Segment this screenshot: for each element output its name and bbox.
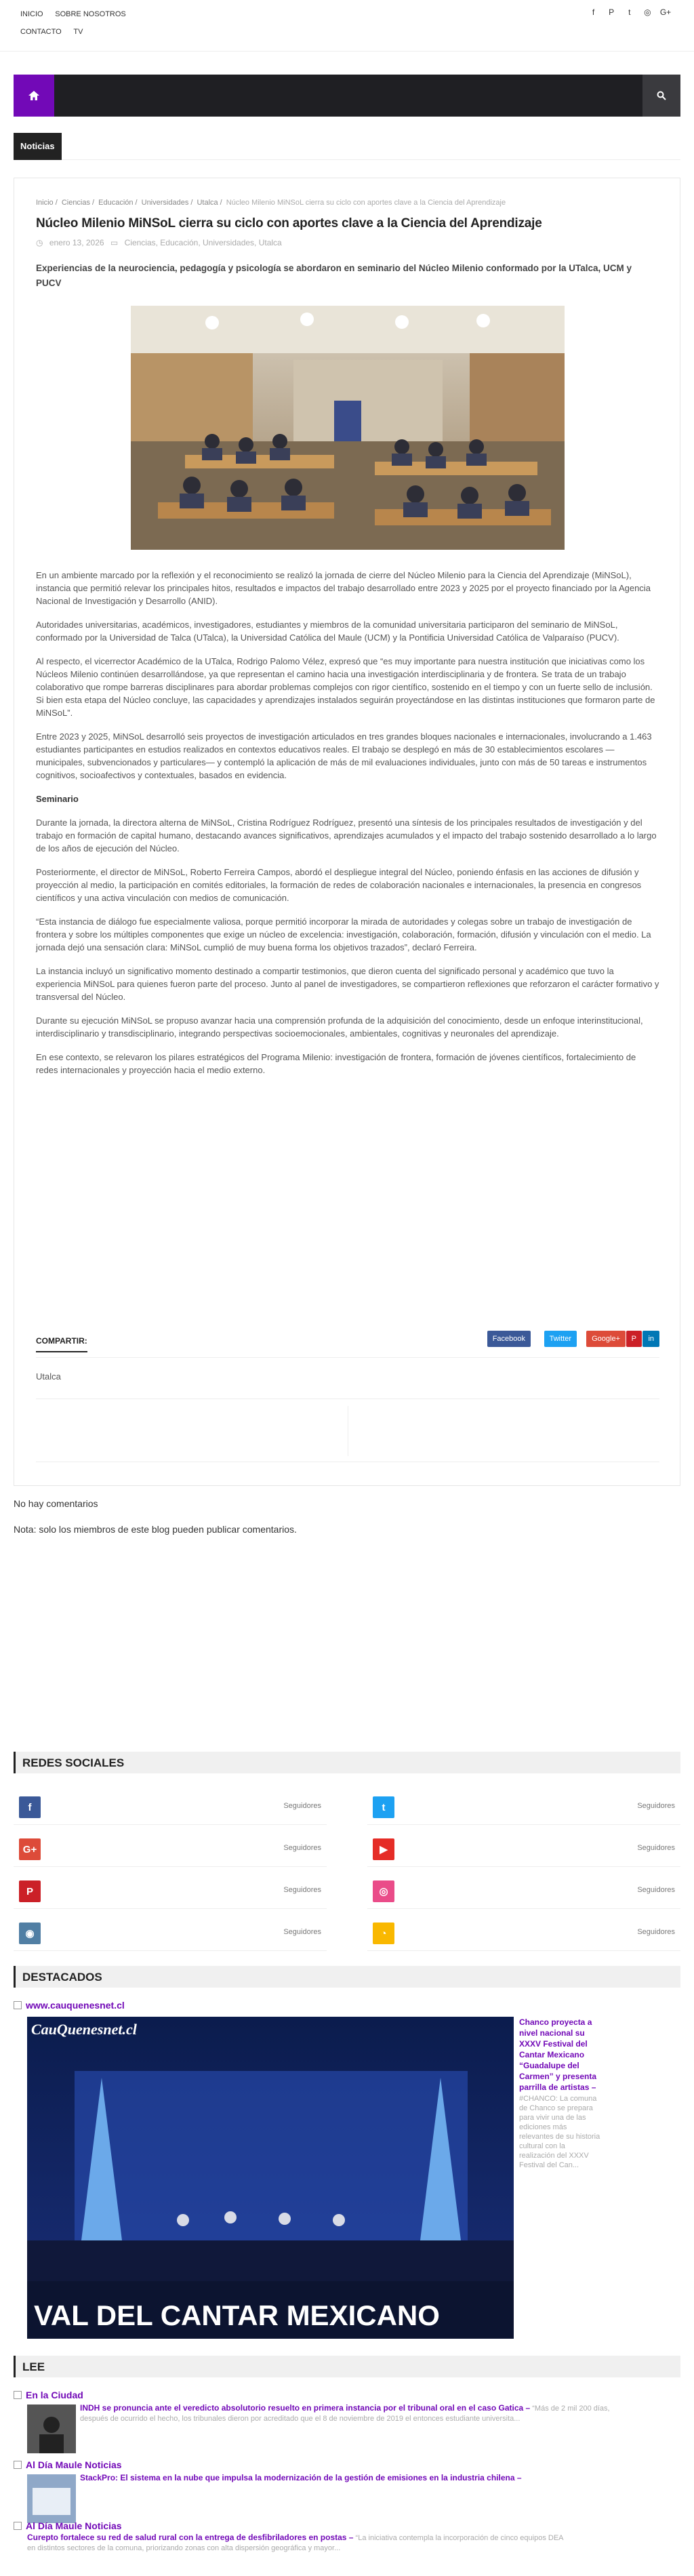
dribbble-icon: ◎ (373, 1880, 394, 1902)
rss-icon: ◔ (373, 1923, 394, 1944)
social-row-dribbble[interactable] (367, 1874, 680, 1909)
festival-photo (27, 2017, 514, 2339)
destacados-title: DESTACADOS (22, 1971, 102, 1984)
paragraph-6: Posteriormente, el director de MiNSoL, Roberto Ferreira Campos, abordó el despliegue integral del Núcleo, poniendo énfasis en las acciones de difusión y proyección al medio, la participación en comités editoriales, la formación de redes de colaboración nacionales e internacionales, la presencia en congresos científicos y una activa vinculación con medios de comunicación. (36, 867, 642, 903)
lee-title-1[interactable]: INDH se pronuncia ante el veredicto absolutorio resuelto en primera instancia por el tribunal oral en el caso Gatica – (80, 2403, 531, 2413)
social-row-youtube[interactable] (367, 1832, 680, 1867)
social-row-instagram[interactable] (14, 1916, 327, 1951)
seminar-photo (131, 306, 565, 550)
checkbox-icon (14, 2461, 22, 2469)
top-social-icons (585, 7, 673, 17)
lee-item-1 (14, 2390, 680, 2423)
breadcrumb-utalca[interactable]: Utalca (197, 199, 218, 207)
lee-item-3 (14, 2520, 680, 2552)
nav-contacto[interactable]: CONTACTO (20, 28, 62, 36)
home-icon (28, 90, 40, 101)
checkbox-icon (14, 2522, 22, 2530)
nav-tv[interactable]: TV (73, 28, 83, 36)
instagram-icon: ◉ (19, 1923, 41, 1944)
featured-snippet: #CHANCO: La comuna de Chanco se prepara para vivir una de las ediciones más relevantes de su historia cultural con la realización del XXXV Festival del Can... (519, 2095, 600, 2169)
followers-label: Seguidores (637, 1844, 675, 1852)
paragraph-9: Durante su ejecución MiNSoL se propuso avanzar hacia una comprensión profunda de la adquisición del conocimiento, desde un enfoque interinstitucional, interdisciplinario y transdisciplinario, integrando perspectivas socioemocionales, ambientales, cognitivas y neuronales del aprendizaje. (36, 1015, 643, 1039)
share-facebook-button[interactable]: Facebook (487, 1331, 531, 1347)
paragraph-2: Autoridades universitarias, académicos, investigadores, estudiantes y miembros de la comunidad universitaria participaron del seminario de MiNSoL, conformado por la Universidad de Talca (UTalca), la Universidad Católica del Maule (UCM) y la Pontificia Universidad Católica de Valparaíso (PUCV). (36, 620, 619, 643)
lee-text-2 (80, 2473, 622, 2484)
destacados-header (14, 1966, 680, 1988)
share-google-plus-button[interactable]: Google+ (586, 1331, 626, 1347)
social-row-twitter[interactable] (367, 1790, 680, 1825)
checkbox-icon (14, 2001, 22, 2009)
festival-banner-text: VAL DEL CANTAR MEXICANO (34, 2299, 440, 2331)
redes-sociales-header (14, 1752, 680, 1773)
home-button[interactable] (14, 75, 54, 117)
clock-icon: ◷ (36, 238, 43, 247)
destacados-source-label: www.cauquenesnet.cl (26, 2000, 125, 2011)
share-linkedin-button[interactable]: in (642, 1331, 659, 1347)
lee-thumb-image (27, 2404, 76, 2453)
lee-source-2[interactable] (14, 2459, 680, 2470)
pinterest-icon[interactable]: P (609, 7, 615, 17)
breadcrumb-universidades[interactable]: Universidades (141, 199, 189, 207)
breadcrumb-inicio[interactable]: Inicio (36, 199, 54, 207)
google-plus-icon[interactable]: G+ (659, 7, 672, 17)
post-title: Núcleo Milenio MiNSoL cierra su ciclo con aportes clave a la Ciencia del Aprendizaje (36, 216, 542, 230)
lee-source-1[interactable] (14, 2390, 680, 2400)
breadcrumb: Inicio / Ciencias / Educación / Universidades / Utalca / Núcleo Milenio MiNSoL cierra su ciclo con aportes clave a la Ciencia del Aprendizaje (36, 199, 506, 207)
paragraph-10: En ese contexto, se relevaron los pilares estratégicos del Programa Milenio: investigación de frontera, formación de jóvenes científicos, fortalecimiento de redes internacionales y proyección hacia el medio externo. (36, 1052, 636, 1075)
nav-inicio[interactable]: INICIO (20, 10, 43, 18)
facebook-icon: f (19, 1796, 41, 1818)
followers-label: Seguidores (283, 1886, 321, 1894)
ticker-label: Noticias (14, 133, 62, 160)
breadcrumb-ciencias[interactable]: Ciencias (61, 199, 90, 207)
lee-snippet-3: “La iniciativa contempla la incorporación de cinco equipos DEA en distintos sectores de la comuna, priorizando zonas con alta dispersión geográfica y mayor... (27, 2534, 563, 2552)
paragraph-8: La instancia incluyó un significativo momento destinado a compartir testimonios, que dieron cuenta del significado personal y académico que tuvo la experiencia MiNSoL para quienes fueron parte del proceso. Junto al panel de investigadores, se compartieron reflexiones que reforzaron el carácter formativo y transversal del Núcleo. (36, 966, 659, 1002)
lee-source-label: Al Día Maule Noticias (26, 2459, 122, 2470)
nav-sobre-nosotros[interactable]: SOBRE NOSOTROS (55, 10, 126, 18)
redes-sociales-title: REDES SOCIALES (22, 1756, 125, 1769)
youtube-icon: ▶ (373, 1838, 394, 1860)
top-navigation (0, 0, 694, 52)
lee-header (14, 2356, 680, 2377)
lee-thumb-2[interactable] (27, 2474, 76, 2523)
share-pinterest-button[interactable]: P (626, 1331, 642, 1347)
social-row-google-plus[interactable] (14, 1832, 327, 1867)
checkbox-icon (14, 2391, 22, 2399)
watermark-text: CauQuenesnet.cl (31, 2021, 137, 2038)
news-ticker (14, 133, 680, 160)
main-menu-bar (14, 75, 680, 117)
top-links (20, 5, 427, 41)
post-content (36, 569, 659, 1076)
lee-thumb-1[interactable] (27, 2404, 76, 2453)
lee-source-3[interactable] (14, 2520, 680, 2531)
post-date: enero 13, 2026 (49, 238, 104, 247)
share-twitter-button[interactable]: Twitter (544, 1331, 577, 1347)
search-button[interactable] (642, 75, 680, 117)
followers-label: Seguidores (637, 1802, 675, 1810)
followers-label: Seguidores (637, 1928, 675, 1936)
lee-item-2 (14, 2459, 680, 2482)
featured-side-panel (519, 2017, 600, 2170)
lee-text-1 (80, 2403, 622, 2424)
facebook-icon[interactable]: f (592, 7, 595, 17)
share-label: COMPARTIR: (36, 1336, 87, 1352)
post-body (36, 197, 659, 1087)
paragraph-5: Durante la jornada, la directora alterna de MiNSoL, Cristina Rodríguez Rodríguez, presentó una síntesis de los principales resultados de investigación y del trabajo en formación de capital humano, destacando avances significativos, aprendizajes acumulados y el impacto del trabajo sostenido desarrollado a lo largo de los años de ejecución del Núcleo. (36, 818, 657, 853)
search-icon (657, 91, 666, 100)
followers-label: Seguidores (283, 1928, 321, 1936)
post-meta (36, 238, 659, 247)
post-container (14, 178, 680, 1486)
paragraph-4: Entre 2023 y 2025, MiNSoL desarrolló seis proyectos de investigación articulados en tres grandes bloques nacionales e internacionales, involucrando a 1.463 estudiantes participantes en estudios realizados en contextos educativos reales. El trabajo se desplegó en más de 30 establecimientos escolares —municipales, subvencionados y particulares— y contempló la aplicación de más de mil evaluaciones individuales, junto con más de 50 tareas e instrumentos cognitivos, socioafectivos y contextuales, basados en evidencia. (36, 731, 652, 780)
breadcrumb-current: Núcleo Milenio MiNSoL cierra su ciclo con aportes clave a la Ciencia del Aprendizaje (226, 199, 506, 207)
paragraph-3: Al respecto, el vicerrector Académico de la UTalca, Rodrigo Palomo Vélez, expresó que “es muy importante para nuestra institución que iniciativas como los Núcleos Milenio continúen desarrollándose, ya que representan el camino hacia una investigación interdisciplinaria y de frontera. Se trata de un trabajo colaborativo que rompe barreras disciplinares para abordar problemas complejos con rigor científico, sostenido en el tiempo y con un fuerte sello de inclusión. Si bien esta etapa del Núcleo concluye, las capacidades y aprendizajes instalados seguirán proyectándose en las distintas instituciones que formaron parte de MiNSoL”. (36, 656, 655, 718)
lee-title-2[interactable]: StackPro: El sistema en la nube que impulsa la modernización de la gestión de emisiones en la industria chilena – (80, 2473, 522, 2482)
lee-title-3[interactable]: Curepto fortalece su red de salud rural con la entrega de desfibriladores en postas – (27, 2533, 354, 2542)
pinterest-icon: P (19, 1880, 41, 1902)
lee-snippet-1: “Más de 2 mil 200 días, después de ocurrido el hecho, los tribunales dieron por acreditado que el 8 de noviembre de 2019 el entonces estudiante universita... (80, 2404, 610, 2423)
breadcrumb-educacion[interactable]: Educación (98, 199, 134, 207)
lee-source-label: En la Ciudad (26, 2390, 83, 2400)
social-row-facebook[interactable] (14, 1790, 327, 1825)
featured-image[interactable] (27, 2017, 514, 2339)
lee-source-label: Al Día Maule Noticias (26, 2520, 122, 2531)
paragraph-1: En un ambiente marcado por la reflexión y el reconocimiento se realizó la jornada de cierre del Núcleo Milenio para la Ciencia del Aprendizaje (MiNSoL), instancia que permitió relevar los principales hitos, resultados e impactos del trabajo desarrollado entre 2023 y 2025 por el proyecto financiado por la Agencia Nacional de Investigación y Desarrollo (ANID). (36, 570, 651, 606)
post-tag[interactable]: Utalca (36, 1371, 61, 1382)
followers-label: Seguidores (283, 1802, 321, 1810)
social-row-rss[interactable] (367, 1916, 680, 1951)
no-comments-text: No hay comentarios (14, 1498, 98, 1509)
paragraph-7: “Esta instancia de diálogo fue especialmente valiosa, porque permitió incorporar la mirada de autoridades y colegas sobre un trabajo de investigación de frontera y sobre los múltiples componentes que exige un núcleo de excelencia: investigación, colaboración, formación, difusión y vinculación con el medio. La jornada dejó una sensación clara: MiNSoL cumplió de muy buena forma los objetivos trazados”, declaró Ferreira. (36, 917, 651, 952)
comments-note: Nota: solo los miembros de este blog pueden publicar comentarios. (14, 1524, 297, 1535)
post-lead: Experiencias de la neurociencia, pedagogía y psicología se abordaron en seminario del Núcleo Milenio conformado por la UTalca, UCM y PUCV (36, 263, 632, 288)
twitter-icon: t (373, 1796, 394, 1818)
lee-text-3 (27, 2533, 569, 2554)
followers-label: Seguidores (637, 1886, 675, 1894)
post-categories[interactable]: Ciencias, Educación, Universidades, Utalca (124, 238, 282, 247)
twitter-icon[interactable]: t (628, 7, 631, 17)
instagram-icon[interactable]: ◎ (644, 7, 651, 17)
related-posts (36, 1398, 659, 1462)
followers-label: Seguidores (283, 1844, 321, 1852)
post-image (131, 306, 565, 550)
social-row-pinterest[interactable] (14, 1874, 327, 1909)
subheading-seminario: Seminario (36, 794, 79, 804)
destacados-source[interactable] (14, 2000, 125, 2011)
share-bar (36, 1331, 659, 1358)
lee-thumb-image (27, 2474, 76, 2523)
folder-icon: ▭ (110, 238, 119, 247)
lee-title: LEE (22, 2360, 45, 2373)
featured-title[interactable]: Chanco proyecta a nivel nacional su XXXV Festival del Cantar Mexicano “Guadalupe del Carmen” y presenta parrilla de artistas – (519, 2017, 597, 2092)
google-plus-icon: G+ (19, 1838, 41, 1860)
